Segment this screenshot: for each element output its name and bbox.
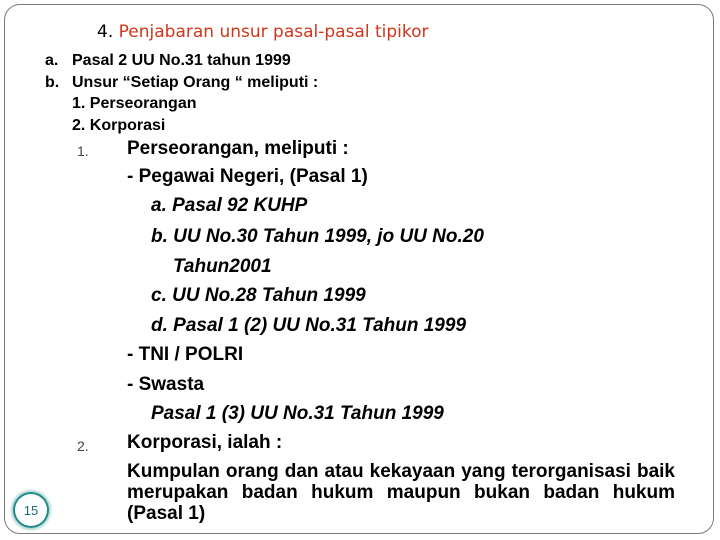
intro-text-a: Pasal 2 UU No.31 tahun 1999 bbox=[72, 52, 291, 69]
item1-sub-b-cont: Tahun2001 bbox=[173, 256, 272, 277]
intro-sub-1: 1. Perseorangan bbox=[72, 95, 197, 112]
intro-marker-a: a. bbox=[45, 52, 59, 69]
item1-sub-a: a. Pasal 92 KUHP bbox=[151, 195, 308, 216]
item1-sub-c: c. UU No.28 Tahun 1999 bbox=[151, 285, 366, 306]
intro-marker-b: b. bbox=[45, 74, 60, 91]
page-number-badge bbox=[13, 492, 49, 528]
item1-sub-d: d. Pasal 1 (2) UU No.31 Tahun 1999 bbox=[151, 315, 467, 336]
item1-marker: 1. bbox=[77, 143, 89, 159]
item2-heading: Korporasi, ialah : bbox=[127, 432, 283, 453]
item1-sub-b: b. UU No.30 Tahun 1999, jo UU No.20 bbox=[151, 226, 484, 247]
intro-sub-2: 2. Korporasi bbox=[72, 117, 166, 134]
slide-title bbox=[97, 22, 429, 42]
page-number: 15 bbox=[23, 502, 39, 518]
title-text: Penjabaran unsur pasal-pasal tipikor bbox=[118, 22, 429, 42]
item1-swasta: - Swasta bbox=[127, 374, 205, 395]
item1-heading: Perseorangan, meliputi : bbox=[127, 138, 349, 159]
item1-tni: - TNI / POLRI bbox=[127, 344, 244, 365]
item2-paragraph: Kumpulan orang dan atau kekayaan yang terorganisasi baik merupakan badan hukum maupun bukan badan hukum (Pasal 1) bbox=[127, 461, 675, 524]
item1-pegawai: - Pegawai Negeri, (Pasal 1) bbox=[127, 166, 368, 187]
item1-swasta-ref: Pasal 1 (3) UU No.31 Tahun 1999 bbox=[151, 403, 444, 424]
item2-marker: 2. bbox=[77, 438, 89, 454]
intro-text-b: Unsur “Setiap Orang “ meliputi : bbox=[72, 74, 319, 91]
title-number: 4. bbox=[97, 22, 114, 42]
